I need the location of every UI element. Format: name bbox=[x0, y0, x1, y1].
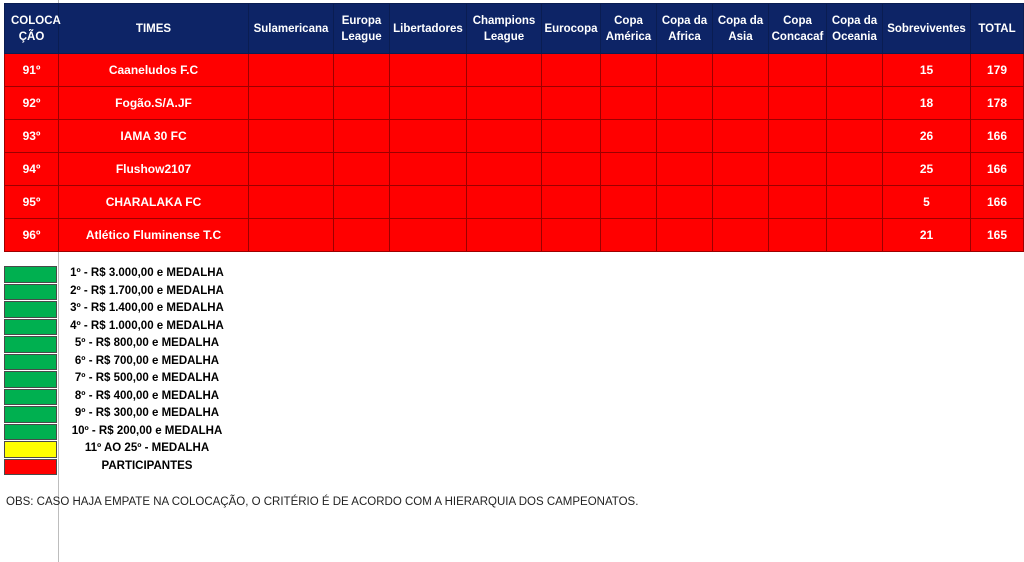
cell-colocacao: 92º bbox=[5, 87, 59, 120]
cell-empty bbox=[390, 186, 467, 219]
cell-total: 178 bbox=[971, 87, 1024, 120]
cell-empty bbox=[334, 219, 390, 252]
legend-label: 6º - R$ 700,00 e MEDALHA bbox=[74, 354, 220, 367]
cell-empty bbox=[713, 54, 769, 87]
cell-empty bbox=[827, 54, 883, 87]
cell-empty bbox=[390, 54, 467, 87]
cell-empty bbox=[467, 219, 542, 252]
legend-color-swatch bbox=[4, 284, 57, 301]
legend-color-swatch bbox=[4, 424, 57, 441]
cell-empty bbox=[713, 87, 769, 120]
cell-team: Fogão.S/A.JF bbox=[59, 87, 249, 120]
cell-total: 179 bbox=[971, 54, 1024, 87]
legend-label: 11º AO 25º - MEDALHA bbox=[84, 442, 210, 454]
cell-empty bbox=[334, 153, 390, 186]
cell-empty bbox=[467, 186, 542, 219]
cell-empty bbox=[827, 219, 883, 252]
header-europa-league: Europa League bbox=[334, 4, 390, 54]
legend-label: 10º - R$ 200,00 e MEDALHA bbox=[71, 424, 223, 437]
cell-empty bbox=[601, 219, 657, 252]
legend-label: 5º - R$ 800,00 e MEDALHA bbox=[74, 337, 220, 349]
cell-empty bbox=[249, 120, 334, 153]
table-header-row bbox=[5, 4, 1024, 54]
table-row bbox=[5, 219, 1024, 252]
cell-empty bbox=[713, 186, 769, 219]
cell-empty bbox=[769, 186, 827, 219]
cell-empty bbox=[601, 54, 657, 87]
cell-empty bbox=[542, 87, 601, 120]
cell-empty bbox=[467, 153, 542, 186]
cell-empty bbox=[827, 153, 883, 186]
cell-colocacao: 93º bbox=[5, 120, 59, 153]
legend-color-swatch bbox=[4, 354, 57, 371]
cell-total: 166 bbox=[971, 186, 1024, 219]
legend-color-swatch bbox=[4, 441, 57, 458]
legend-color-swatch bbox=[4, 266, 57, 283]
legend-label: 4º - R$ 1.000,00 e MEDALHA bbox=[70, 319, 224, 332]
header-copa-concacaf: Copa Concacaf bbox=[769, 4, 827, 54]
cell-empty bbox=[713, 120, 769, 153]
header-sulamericana: Sulamericana bbox=[249, 4, 334, 54]
header-times: TIMES bbox=[59, 4, 249, 54]
cell-empty bbox=[657, 54, 713, 87]
cell-empty bbox=[657, 153, 713, 186]
cell-empty bbox=[542, 120, 601, 153]
legend-label: 1º - R$ 3.000,00 e MEDALHA bbox=[70, 267, 224, 279]
cell-colocacao: 94º bbox=[5, 153, 59, 186]
legend-label: 8º - R$ 400,00 e MEDALHA bbox=[74, 389, 220, 402]
cell-empty bbox=[249, 186, 334, 219]
header-copa-oceania: Copa da Oceania bbox=[827, 4, 883, 54]
cell-empty bbox=[657, 120, 713, 153]
cell-empty bbox=[601, 120, 657, 153]
header-copa-america: Copa América bbox=[601, 4, 657, 54]
cell-empty bbox=[542, 186, 601, 219]
tiebreak-note: OBS: CASO HAJA EMPATE NA COLOCAÇÃO, O CRITÉRIO É DE ACORDO COM A HIERARQUIA DOS CAMPEONATOS. bbox=[6, 496, 639, 508]
cell-empty bbox=[827, 87, 883, 120]
legend-label: 3º - R$ 1.400,00 e MEDALHA bbox=[70, 302, 224, 314]
header-libertadores: Libertadores bbox=[390, 4, 467, 54]
cell-empty bbox=[390, 153, 467, 186]
cell-team: Caaneludos F.C bbox=[59, 54, 249, 87]
legend-label: 2º - R$ 1.700,00 e MEDALHA bbox=[70, 284, 224, 297]
cell-empty bbox=[390, 219, 467, 252]
cell-empty bbox=[657, 219, 713, 252]
cell-empty bbox=[467, 87, 542, 120]
legend-color-swatch bbox=[4, 459, 57, 476]
header-eurocopa: Eurocopa bbox=[542, 4, 601, 54]
legend-label: PARTICIPANTES bbox=[101, 459, 193, 472]
cell-sobreviventes: 15 bbox=[883, 54, 971, 87]
table-row bbox=[5, 186, 1024, 219]
header-total: TOTAL bbox=[971, 4, 1024, 54]
legend-label: 7º - R$ 500,00 e MEDALHA bbox=[74, 372, 220, 384]
legend-color-swatch bbox=[4, 336, 57, 353]
cell-empty bbox=[601, 186, 657, 219]
cell-empty bbox=[713, 219, 769, 252]
legend-label: 9º - R$ 300,00 e MEDALHA bbox=[74, 407, 220, 419]
cell-colocacao: 96º bbox=[5, 219, 59, 252]
cell-sobreviventes: 18 bbox=[883, 87, 971, 120]
cell-empty bbox=[542, 54, 601, 87]
cell-sobreviventes: 5 bbox=[883, 186, 971, 219]
cell-total: 166 bbox=[971, 120, 1024, 153]
cell-empty bbox=[657, 87, 713, 120]
cell-empty bbox=[542, 153, 601, 186]
header-colocacao: COLOCA ÇÃO bbox=[5, 4, 59, 54]
cell-empty bbox=[713, 153, 769, 186]
cell-empty bbox=[390, 87, 467, 120]
cell-empty bbox=[827, 186, 883, 219]
cell-sobreviventes: 21 bbox=[883, 219, 971, 252]
cell-empty bbox=[769, 54, 827, 87]
header-champions-league: Champions League bbox=[467, 4, 542, 54]
ranking-table bbox=[4, 3, 1024, 252]
table-row bbox=[5, 153, 1024, 186]
cell-empty bbox=[334, 120, 390, 153]
header-sobreviventes: Sobreviventes bbox=[883, 4, 971, 54]
header-copa-africa: Copa da Africa bbox=[657, 4, 713, 54]
cell-empty bbox=[249, 153, 334, 186]
cell-sobreviventes: 26 bbox=[883, 120, 971, 153]
cell-empty bbox=[390, 120, 467, 153]
legend-color-swatch bbox=[4, 389, 57, 406]
cell-empty bbox=[827, 120, 883, 153]
cell-empty bbox=[601, 153, 657, 186]
cell-empty bbox=[769, 219, 827, 252]
cell-empty bbox=[657, 186, 713, 219]
cell-total: 166 bbox=[971, 153, 1024, 186]
header-copa-asia: Copa da Asia bbox=[713, 4, 769, 54]
cell-empty bbox=[334, 186, 390, 219]
cell-empty bbox=[769, 87, 827, 120]
cell-empty bbox=[334, 54, 390, 87]
cell-empty bbox=[467, 120, 542, 153]
cell-total: 165 bbox=[971, 219, 1024, 252]
cell-team: Atlético Fluminense T.C bbox=[59, 219, 249, 252]
legend-color-swatch bbox=[4, 301, 57, 318]
cell-team: IAMA 30 FC bbox=[59, 120, 249, 153]
cell-sobreviventes: 25 bbox=[883, 153, 971, 186]
cell-empty bbox=[334, 87, 390, 120]
legend-color-swatch bbox=[4, 371, 57, 388]
legend-color-swatch bbox=[4, 406, 57, 423]
table-row bbox=[5, 87, 1024, 120]
cell-empty bbox=[769, 153, 827, 186]
cell-colocacao: 91º bbox=[5, 54, 59, 87]
legend-color-swatch bbox=[4, 319, 57, 336]
cell-empty bbox=[249, 219, 334, 252]
cell-empty bbox=[769, 120, 827, 153]
cell-empty bbox=[249, 54, 334, 87]
cell-empty bbox=[249, 87, 334, 120]
table-row bbox=[5, 54, 1024, 87]
cell-empty bbox=[467, 54, 542, 87]
cell-empty bbox=[601, 87, 657, 120]
table-row bbox=[5, 120, 1024, 153]
cell-empty bbox=[542, 219, 601, 252]
cell-team: Flushow2107 bbox=[59, 153, 249, 186]
cell-colocacao: 95º bbox=[5, 186, 59, 219]
cell-team: CHARALAKA FC bbox=[59, 186, 249, 219]
